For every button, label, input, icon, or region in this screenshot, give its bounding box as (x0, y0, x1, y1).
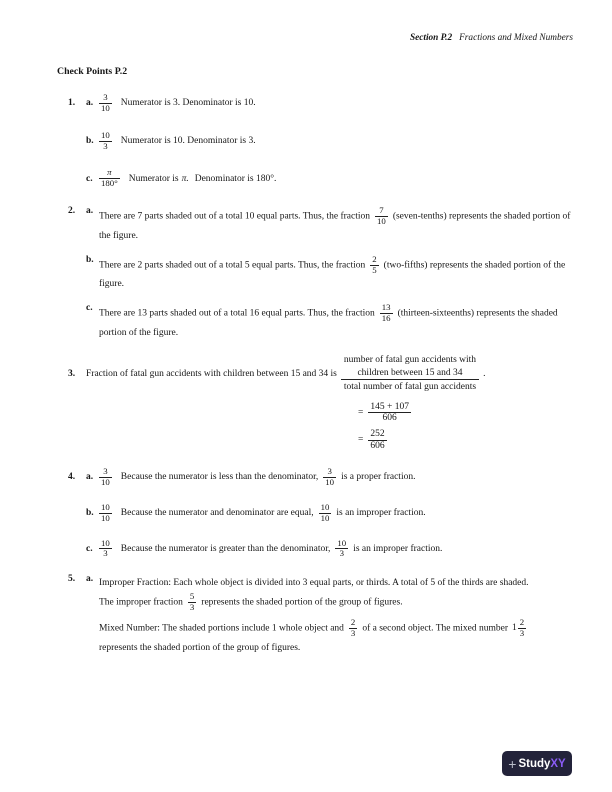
plus-icon: + (508, 755, 517, 772)
fraction-denominator: 5 (372, 264, 377, 275)
fraction-denominator: 10 (101, 512, 110, 523)
problem-2b (57, 255, 577, 294)
fraction (335, 539, 348, 560)
solution-text: There are 13 parts shaded out of a total 16 equal parts. Thus, the fraction (99, 308, 375, 319)
fraction (380, 303, 393, 324)
problem-1b (57, 131, 577, 152)
part-label: a. (86, 98, 94, 109)
problem-4c (57, 539, 577, 560)
fraction-numerator: 3 (103, 92, 108, 102)
fraction (99, 168, 120, 189)
part-label: b. (86, 508, 94, 519)
fraction-numerator: π (107, 167, 112, 178)
fraction (99, 467, 112, 488)
problem-2c (57, 303, 577, 342)
solution-text: Numerator is 3. Denominator is 10. (120, 98, 256, 109)
solution-text: Numerator is 10. Denominator is 3. (120, 136, 256, 147)
fraction (99, 131, 112, 152)
word-fraction (341, 354, 479, 394)
section-number: Section P.2 (409, 33, 453, 43)
solution-text: Numerator is (128, 173, 179, 184)
fraction-denominator: 3 (99, 548, 112, 559)
page-content (57, 66, 577, 657)
fraction-numerator: 10 (320, 501, 330, 512)
solution-text: is a proper fraction. (341, 472, 416, 483)
fraction-numerator: 10 (101, 537, 110, 548)
word-fraction-denominator: total number of fatal gun accidents (341, 379, 479, 394)
pi-symbol: π. (181, 173, 189, 184)
logo-text-xy: XY (550, 757, 566, 770)
solution-text: Because the numerator is less than the denominator, (120, 472, 319, 483)
solution-paragraph (99, 206, 577, 245)
solution-text: of a second object. The mixed number (362, 623, 509, 634)
fraction-denominator: 10 (320, 512, 330, 523)
problem-5 (57, 574, 577, 656)
fraction (99, 539, 112, 560)
fraction (323, 467, 336, 488)
problem-4a (57, 467, 577, 488)
fraction-denominator: 10 (101, 476, 110, 487)
fraction (375, 206, 388, 227)
fraction (368, 429, 386, 451)
part-label: b. (86, 254, 94, 265)
problem-number: 1. (68, 98, 76, 109)
fraction-denominator: 10 (101, 102, 110, 113)
section-title: Fractions and Mixed Numbers (459, 33, 573, 43)
equation-step-1 (358, 402, 577, 424)
solution-text: There are 7 parts shaded out of a total 10 equal parts. Thus, the fraction (99, 211, 371, 222)
running-header (410, 33, 573, 43)
fraction (349, 618, 357, 639)
fraction (99, 93, 112, 114)
fraction (319, 503, 332, 524)
solution-text: is an improper fraction. (353, 543, 443, 554)
problem-number: 4. (68, 472, 76, 483)
fraction-numerator: 2 (350, 616, 356, 627)
studyxy-logo (502, 751, 572, 776)
fraction-denominator: 606 (370, 440, 385, 451)
problem-number: 5. (68, 574, 76, 585)
fraction-denominator: 180° (101, 178, 118, 189)
part-label: c. (86, 303, 93, 314)
problem-1c (57, 168, 577, 189)
problem-number: 2. (68, 206, 76, 217)
fraction-numerator: 3 (103, 466, 108, 477)
problem-1a (57, 93, 577, 114)
fraction-denominator: 3 (99, 141, 112, 152)
fraction-numerator: 10 (337, 537, 347, 548)
fraction-numerator: 13 (381, 302, 391, 313)
solution-paragraphs (99, 574, 577, 656)
equals-sign: = (358, 407, 364, 418)
part-label: a. (86, 206, 94, 217)
part-label: a. (86, 574, 94, 585)
solution-line (99, 592, 577, 613)
fraction (518, 618, 526, 639)
period: . (483, 368, 486, 379)
part-label: c. (86, 173, 93, 184)
fraction-denominator: 3 (519, 627, 525, 638)
fraction (99, 503, 112, 524)
solution-text: (seven-tenths) represents the shaded portion of the figure. (99, 211, 571, 241)
solution-text: Fraction of fatal gun accidents with children between 15 and 34 is (86, 368, 337, 379)
fraction-denominator: 606 (368, 412, 411, 424)
fraction-numerator: 10 (101, 501, 110, 512)
solution-text: The improper fraction (99, 597, 183, 608)
equation-steps (358, 402, 577, 452)
fraction-numerator: 145 + 107 (370, 401, 409, 412)
solution-text: (thirteen-sixteenths) represents the shaded portion of the figure. (99, 308, 558, 339)
fraction-numerator: 3 (327, 466, 332, 477)
fraction-numerator: 7 (379, 205, 384, 216)
problem-4b (57, 503, 577, 524)
solution-line: represents the shaded portion of the group of figures. (99, 642, 301, 653)
mixed-number (508, 618, 526, 639)
fraction-denominator: 10 (377, 215, 386, 226)
solution-line (99, 618, 577, 639)
solution-paragraph (99, 255, 577, 294)
equation-step-2 (358, 429, 577, 451)
solution-text: (two-fifths) represents the shaded portion of the figure. (99, 260, 566, 290)
fraction-numerator: 2 (519, 616, 525, 627)
problem-3 (57, 354, 577, 394)
solution-paragraph (99, 303, 577, 342)
fraction (188, 592, 196, 613)
solution-text: Because the numerator is greater than the denominator, (120, 543, 331, 554)
part-label: a. (86, 472, 94, 483)
solution-text: Denominator is 180°. (194, 173, 277, 184)
problem-2a (57, 206, 577, 245)
solution-text: is an improper fraction. (336, 508, 426, 519)
word-fraction-numerator-line1: number of fatal gun accidents with (343, 355, 477, 366)
word-fraction-numerator-line2: children between 15 and 34 (357, 367, 463, 378)
solution-text: represents the shaded portion of the group of figures. (201, 597, 403, 608)
equals-sign: = (358, 435, 364, 445)
part-label: c. (86, 543, 93, 554)
part-label: b. (86, 136, 94, 147)
solution-text: Because the numerator and denominator are equal, (120, 508, 314, 519)
solution-line: Improper Fraction: Each whole object is divided into 3 equal parts, or thirds. A total of 5 of the thirds are shaded. (99, 578, 529, 589)
fraction-numerator: 252 (370, 428, 385, 439)
fraction-denominator: 3 (350, 627, 356, 638)
fraction-denominator: 10 (325, 476, 335, 487)
fraction (368, 402, 411, 424)
solution-text: Mixed Number: The shaded portions include 1 whole object and (99, 623, 344, 634)
fraction-numerator: 5 (189, 591, 195, 602)
fraction-numerator: 10 (101, 129, 110, 140)
fraction-denominator: 16 (381, 313, 391, 324)
solution-text: There are 2 parts shaded out of a total 5 equal parts. Thus, the fraction (99, 260, 366, 271)
fraction (370, 255, 378, 276)
problem-number: 3. (68, 368, 76, 379)
fraction-numerator: 2 (372, 253, 377, 264)
fraction-denominator: 3 (189, 602, 195, 613)
fraction-denominator: 3 (335, 548, 348, 559)
logo-text-study: Study (518, 757, 551, 770)
page-heading: Check Points P.2 (57, 66, 128, 77)
mixed-number-whole: 1 (512, 623, 517, 634)
